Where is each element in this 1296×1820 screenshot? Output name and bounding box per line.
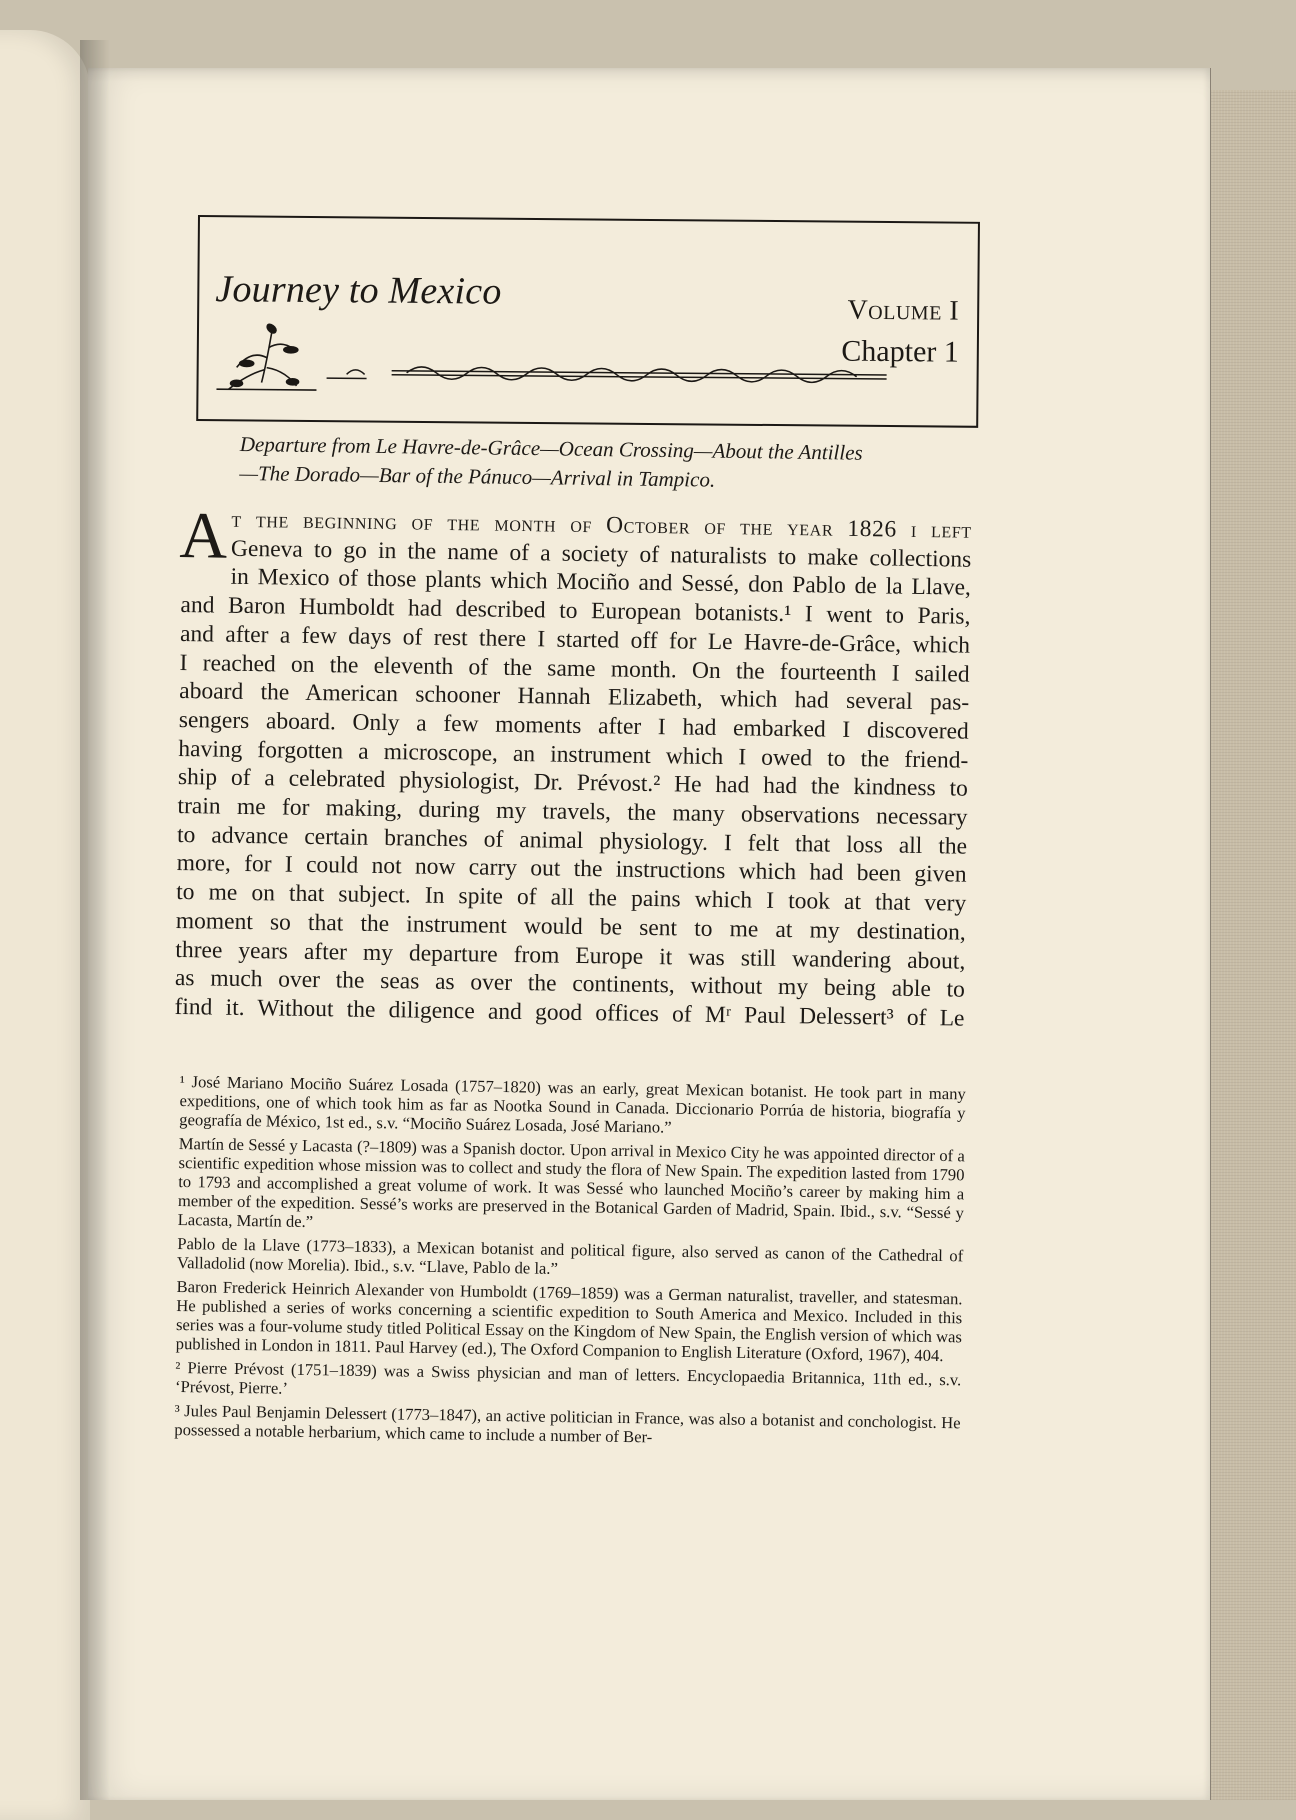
body-line: moment so that the instrument would be sent to me at my destination, [175, 907, 966, 946]
summary-line: Departure from Le Havre-de-Grâce—Ocean Crossing—About the Antilles [239, 431, 863, 465]
body-line: Geneva to go in the name of a society of naturalists to make collections [230, 535, 972, 573]
body-line: ship of a celebrated physiologist, Dr. Prévost.² He had had the kindness to [177, 764, 969, 803]
footnote: ¹ José Mariano Mociño Suárez Losada (1757–1820) was an early, great Mexican botanist. He took part in many expeditions, one of which took him as far as Nootka Sound in Canada. Diccionario Porrúa de historia, biografía y geografía de México, 1st ed., s.v. “Mociño Suárez Losada, José Mariano.” [179, 1072, 966, 1137]
page-top-shadow [88, 68, 1210, 82]
body-line: in Mexico of those plants which Mociño and Sessé, don Pablo de la Llave, [230, 564, 972, 602]
body-line: and Baron Humboldt had described to European botanists.¹ I went to Paris, [180, 592, 971, 630]
body-text [174, 498, 972, 1033]
body-line: find it. Without the diligence and good offices of Mʳ Paul Delessert³ of Le [174, 993, 965, 1032]
chapter-summary [239, 430, 980, 498]
body-line: and after a few days of rest there I started off for Le Havre-de-Grâce, which [179, 620, 971, 659]
drop-cap: A [179, 498, 228, 573]
body-line: more, for I could not now carry out the instructions which had been given [176, 850, 967, 889]
flower-sprig-icon [216, 324, 317, 390]
body-line: as much over the seas as over the continents, without my being able to [174, 965, 966, 1003]
floral-ornament-icon [206, 317, 887, 403]
footnotes [174, 1072, 966, 1456]
opening-smallcaps: t the beginning of the month of October of the year 1826 i left [231, 506, 972, 544]
left-page-edge [0, 30, 90, 1820]
body-line: sengers aboard. Only a few moments after I had embarked I discovered [178, 706, 969, 745]
footnote: ² Pierre Prévost (1751–1839) was a Swiss physician and man of letters. Encyclopaedia Britannica, 11th ed., s.v. ‘Prévost, Pierre.’ [174, 1357, 962, 1398]
body-line: I reached on the eleventh of the same month. On the fourteenth I sailed [179, 649, 970, 688]
leaf-rule-icon [327, 366, 888, 383]
body-line: aboard the American schooner Hannah Elizabeth, which had several pas- [179, 678, 970, 716]
body-line: to advance certain branches of animal physiology. I felt that loss all the [176, 821, 968, 860]
body-line: having forgotten a microscope, an instrument which I owed to the friend- [178, 735, 969, 774]
spine-shadow [80, 40, 110, 1800]
volume-label: Volume I [847, 294, 960, 327]
footnote: Pablo de la Llave (1773–1833), a Mexican botanist and political figure, also served as canon of the Cathedral of Valladolid (now Morelia). Ibid., s.v. “Llave, Pablo de la.” [176, 1233, 964, 1278]
body-line: to me on that subject. In spite of all the pains which I took at that very [176, 879, 967, 917]
body-line: three years after my departure from Europe it was still wandering about, [175, 936, 966, 975]
summary-line: —The Dorado—Bar of the Pánuco—Arrival in Tampico. [239, 460, 716, 492]
footnote: Baron Frederick Heinrich Alexander von Humboldt (1769–1859) was a German naturalist, traveller, and statesman. He published a series of works concerning a scientific expedition to South America and Mexico. Included in this series was a four-volume study titled Political Essay on the Kingdom of New Spain, the English version of which was published in London in 1811. Paul Harvey (ed.), The Oxford Companion to English Literature (Oxford, 1967), 404. [175, 1276, 963, 1366]
footnote: ³ Jules Paul Benjamin Delessert (1773–1847), an active politician in France, was also a botanist and conchologist. He possessed a notable herbarium, which came to include a number of Ber- [174, 1400, 961, 1447]
chapter-title-box [196, 215, 980, 428]
book-title: Journey to Mexico [215, 268, 502, 313]
chapter-label: Chapter 1 [841, 334, 959, 369]
footnote: Martín de Sessé y Lacasta (?–1809) was a Spanish doctor. Upon arrival in Mexico City he was appointed director of a scientific expedition whose mission was to collect and study the flora of New Spain. The expedition lasted from 1790 to 1793 and accomplished a great volume of work. It was Sessé who launched Mociño’s career by making him a member of the expedition. Sessé’s works are preserved in the Botanical Garden of Madrid, Spain. Ibid., s.v. “Sessé y Lacasta, Martín de.” [177, 1133, 965, 1232]
body-line: train me for making, during my travels, the many observations necessary [177, 792, 968, 831]
